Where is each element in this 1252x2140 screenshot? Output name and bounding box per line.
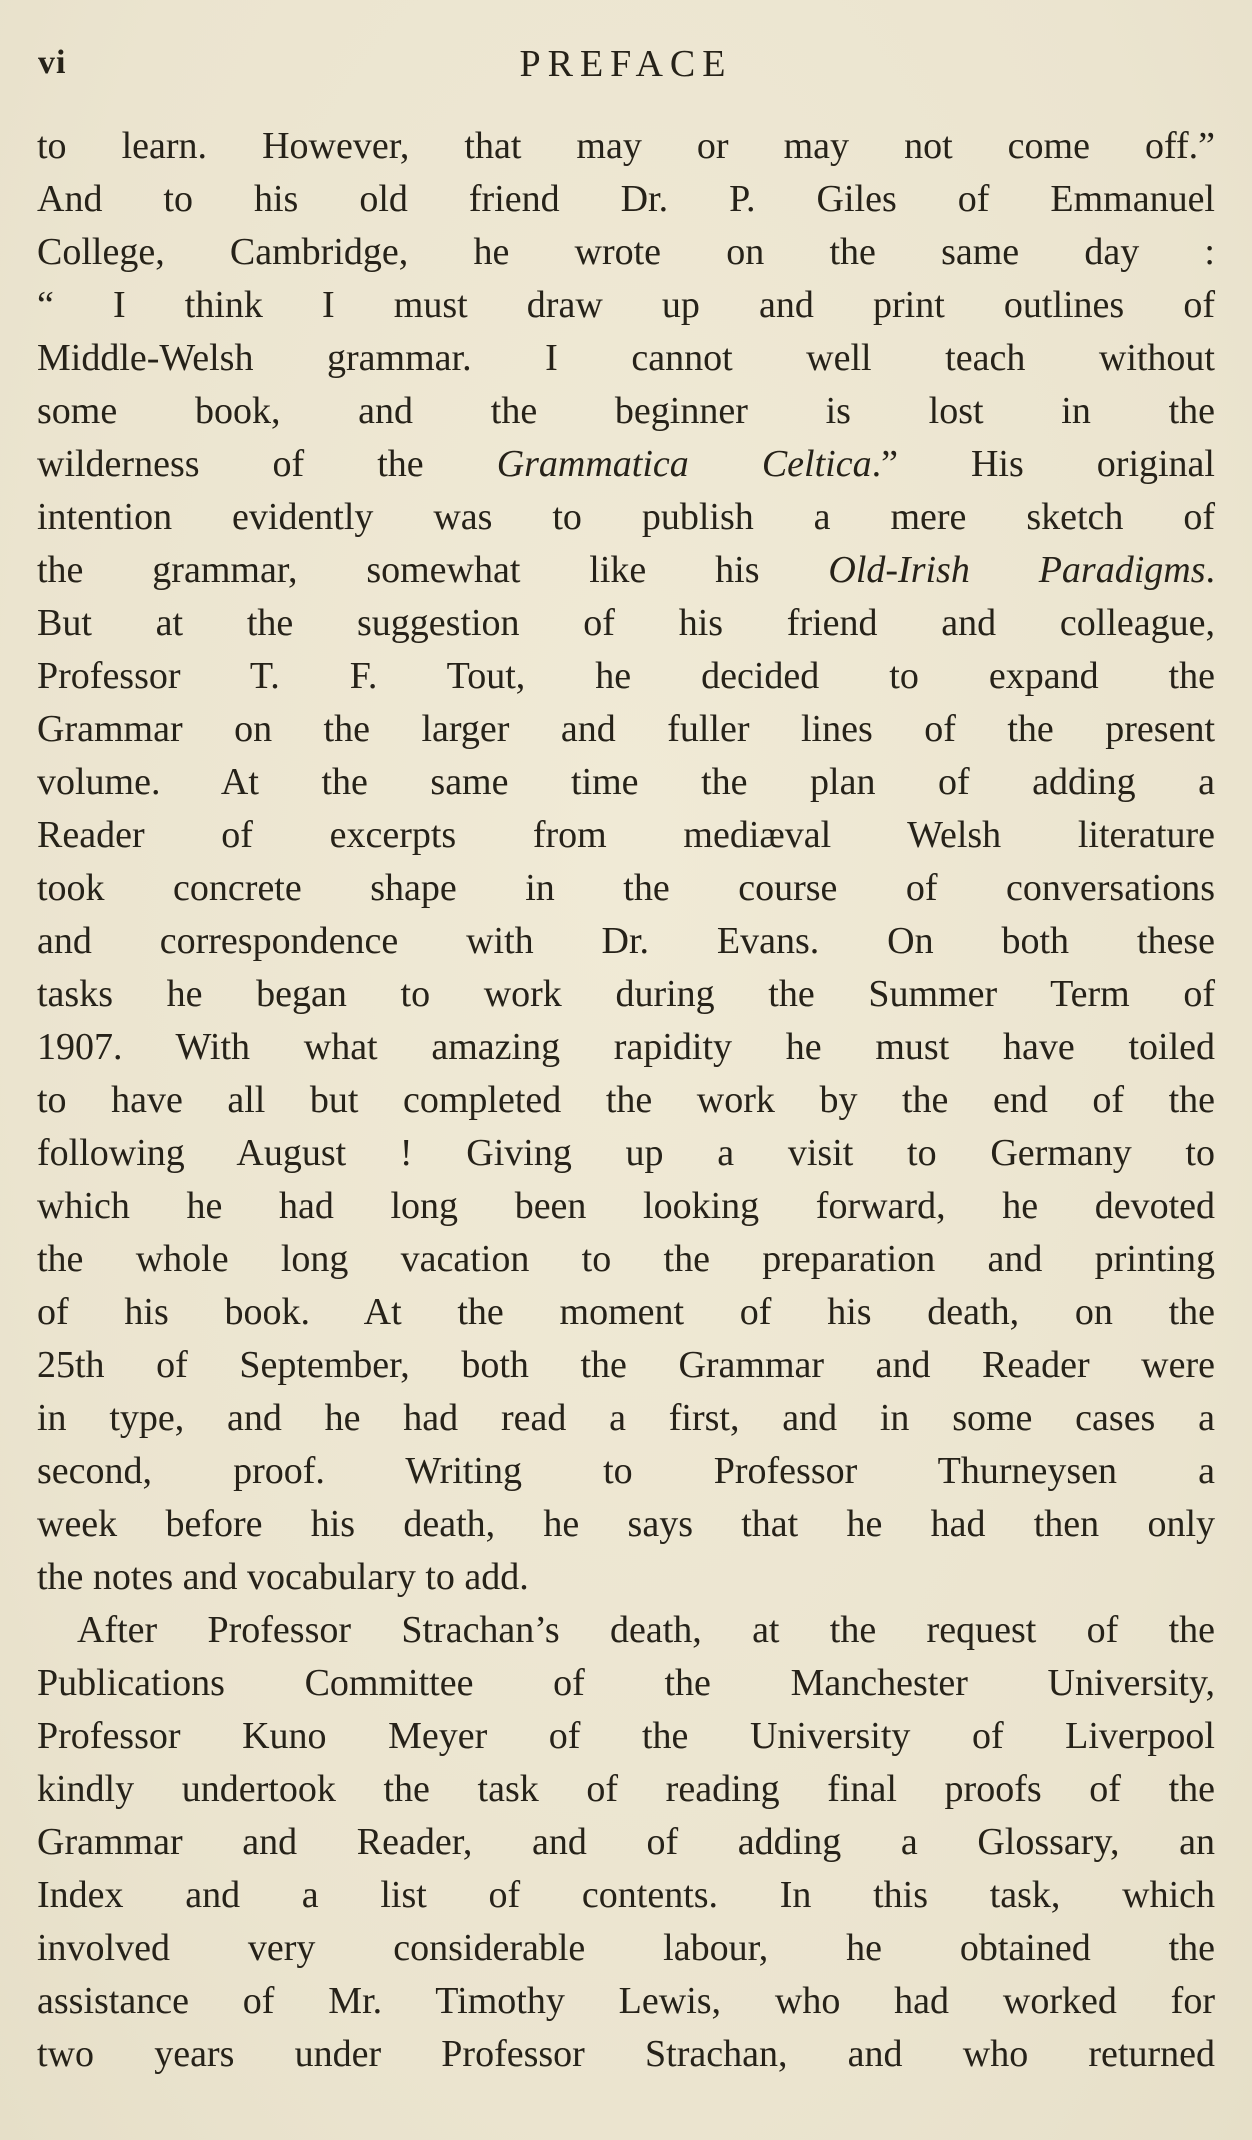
page-body — [0, 104, 1252, 2081]
text-line — [37, 1445, 1215, 1498]
text-line — [37, 1710, 1215, 1763]
italic-text-segment: Old-Irish Paradigms — [828, 549, 1206, 591]
italic-text-segment: Grammatica Celtica — [496, 443, 872, 485]
text-segment: took concrete shape in the course of conversations — [37, 867, 1215, 909]
text-line — [37, 597, 1215, 650]
text-line — [37, 1392, 1215, 1445]
text-segment: some book, and the beginner is lost in the — [37, 390, 1215, 432]
text-segment: Reader of excerpts from mediæval Welsh literature — [37, 814, 1215, 856]
text-segment: following August ! Giving up a visit to Germany to — [37, 1132, 1215, 1174]
text-line — [37, 915, 1215, 968]
page-number: vi — [38, 44, 67, 81]
text-line — [37, 544, 1215, 597]
text-segment: “ I think I must draw up and print outlines of — [37, 284, 1215, 326]
text-segment: 25th of September, both the Grammar and Reader were — [37, 1344, 1215, 1386]
text-segment: Grammar on the larger and fuller lines of the present — [37, 708, 1215, 750]
text-line — [37, 1763, 1215, 1816]
text-segment: two years under Professor Strachan, and who returned — [37, 2033, 1215, 2075]
text-line — [37, 1869, 1215, 1922]
text-line — [37, 1286, 1215, 1339]
text-line — [37, 173, 1215, 226]
text-line — [37, 1180, 1215, 1233]
text-line — [37, 1816, 1215, 1869]
text-segment: and correspondence with Dr. Evans. On both these — [37, 920, 1215, 962]
text-line — [37, 1498, 1215, 1551]
text-segment: of his book. At the moment of his death, on the — [37, 1291, 1215, 1333]
text-line — [37, 862, 1215, 915]
page-header — [0, 0, 1252, 104]
text-segment: intention evidently was to publish a mere sketch of — [37, 496, 1215, 538]
text-segment: College, Cambridge, he wrote on the same day : — [37, 231, 1215, 273]
text-line — [37, 279, 1215, 332]
text-line — [37, 809, 1215, 862]
text-segment: the whole long vacation to the preparation and printing — [37, 1238, 1215, 1280]
text-line — [37, 1604, 1215, 1657]
text-segment: week before his death, he says that he had then only — [37, 1503, 1215, 1545]
text-line — [37, 1551, 1215, 1604]
text-segment: involved very considerable labour, he obtained the — [37, 1927, 1215, 1969]
text-segment: Professor Kuno Meyer of the University of Liverpool — [37, 1715, 1215, 1757]
text-segment: second, proof. Writing to Professor Thurneysen a — [37, 1450, 1215, 1492]
text-segment: Middle-Welsh grammar. I cannot well teach without — [37, 337, 1215, 379]
text-segment: Publications Committee of the Manchester University, — [37, 1662, 1215, 1704]
text-segment: Grammar and Reader, and of adding a Glossary, an — [37, 1821, 1215, 1863]
text-segment: Professor T. F. Tout, he decided to expand the — [37, 655, 1215, 697]
text-line — [37, 120, 1215, 173]
text-line — [37, 1127, 1215, 1180]
text-segment: in type, and he had read a first, and in some cases a — [37, 1397, 1215, 1439]
text-segment: After Professor Strachan’s death, at the request of the — [77, 1609, 1215, 1651]
text-line — [37, 1074, 1215, 1127]
text-line — [37, 756, 1215, 809]
text-segment: Index and a list of contents. In this task, which — [37, 1874, 1215, 1916]
text-line — [37, 968, 1215, 1021]
text-segment: to have all but completed the work by the end of the — [37, 1079, 1215, 1121]
text-segment: volume. At the same time the plan of adding a — [37, 761, 1215, 803]
text-line — [37, 332, 1215, 385]
text-segment: which he had long been looking forward, he devoted — [37, 1185, 1215, 1227]
text-segment: assistance of Mr. Timothy Lewis, who had worked for — [37, 1980, 1215, 2022]
text-line — [37, 1021, 1215, 1074]
text-line — [37, 1975, 1215, 2028]
text-segment: And to his old friend Dr. P. Giles of Emmanuel — [37, 178, 1215, 220]
text-segment: 1907. With what amazing rapidity he must have toiled — [37, 1026, 1215, 1068]
text-segment: tasks he began to work during the Summer Term of — [37, 973, 1215, 1015]
text-line — [37, 1657, 1215, 1710]
text-segment: to learn. However, that may or may not come off.” — [37, 125, 1215, 167]
text-line — [37, 1922, 1215, 1975]
text-segment: .” His original — [871, 443, 1215, 485]
text-segment: wilderness of the — [37, 443, 497, 485]
text-line — [37, 491, 1215, 544]
text-line — [37, 703, 1215, 756]
text-line — [37, 1233, 1215, 1286]
text-line — [37, 385, 1215, 438]
text-segment: But at the suggestion of his friend and colleague, — [37, 602, 1215, 644]
text-line — [37, 1339, 1215, 1392]
text-segment: . — [1205, 549, 1216, 591]
text-segment: the grammar, somewhat like his — [37, 549, 829, 591]
text-segment: the notes and vocabulary to add. — [37, 1556, 529, 1598]
text-line — [37, 2028, 1215, 2081]
text-segment: kindly undertook the task of reading final proofs of the — [37, 1768, 1215, 1810]
page-title: PREFACE — [519, 43, 733, 85]
text-line — [37, 650, 1215, 703]
text-line — [37, 438, 1215, 491]
text-line — [37, 226, 1215, 279]
